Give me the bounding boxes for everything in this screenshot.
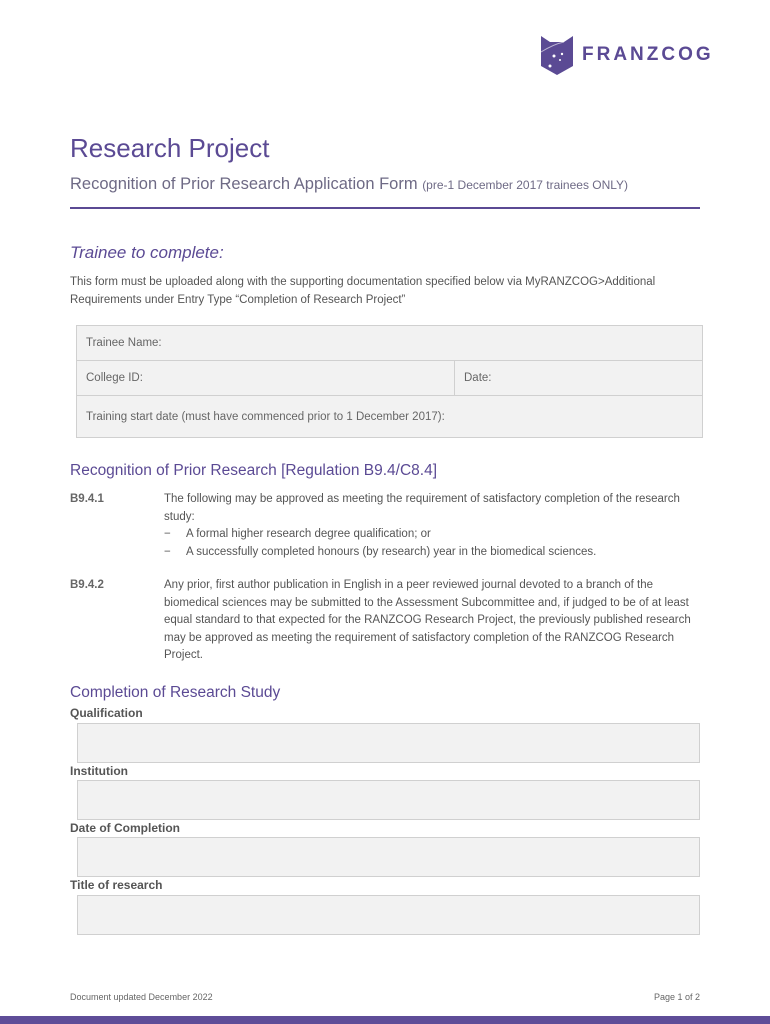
intro-text: This form must be uploaded along with the supporting documentation specified below via MyRANZCOG>Additional Requirements under Entry Type “Completion of Research Project” bbox=[70, 276, 656, 306]
date-of-completion-input[interactable] bbox=[77, 837, 700, 877]
title-of-research-input[interactable] bbox=[77, 895, 700, 935]
footer-updated: Document updated December 2022 bbox=[70, 992, 213, 1002]
list-item: − A formal higher research degree qualification; or bbox=[164, 526, 700, 544]
page-title: Research Project bbox=[70, 133, 270, 163]
regulation-code: B9.4.2 bbox=[70, 579, 104, 591]
footer-page-number: Page 1 of 2 bbox=[653, 992, 700, 1002]
qualification-input[interactable] bbox=[77, 723, 700, 763]
footer-bar bbox=[0, 1016, 770, 1024]
trainee-heading: Trainee to complete: bbox=[70, 243, 224, 262]
regulation-text: The following may be approved as meeting the requirement of satisfactory completion of the research study: bbox=[164, 493, 680, 523]
logo-text: FRANZCOG bbox=[582, 44, 714, 65]
date-of-completion-label: Date of Completion bbox=[70, 821, 180, 835]
college-id-field[interactable]: College ID: bbox=[77, 361, 455, 396]
title-of-research-label: Title of research bbox=[70, 878, 163, 892]
date-field[interactable]: Date: bbox=[455, 361, 703, 396]
training-start-field[interactable]: Training start date (must have commenced prior to 1 December 2017): bbox=[77, 396, 703, 438]
institution-label: Institution bbox=[70, 764, 128, 778]
shield-logo-icon bbox=[540, 34, 574, 76]
page-subtitle bbox=[70, 175, 628, 194]
institution-input[interactable] bbox=[77, 780, 700, 820]
regulation-text: Any prior, first author publication in English in a peer reviewed journal devoted to a branch of the biomedical sciences may be submitted to the Assessment Subcommittee and, if judged to be of at least equal standard to that expected for the RANZCOG Research Project, the previously published research may be approved as meeting the requirement of satisfactory completion of the RANZCOG Research Project. bbox=[164, 579, 691, 661]
regulation-b942 bbox=[70, 577, 700, 665]
qualification-label: Qualification bbox=[70, 706, 143, 720]
regulation-b941 bbox=[70, 491, 700, 561]
list-item: − A successfully completed honours (by research) year in the biomedical sciences. bbox=[164, 544, 700, 562]
completion-heading: Completion of Research Study bbox=[70, 684, 281, 701]
title-divider bbox=[70, 207, 700, 209]
franzcog-logo bbox=[540, 34, 714, 76]
regulation-code: B9.4.1 bbox=[70, 493, 104, 505]
subtitle-text: Recognition of Prior Research Application Form bbox=[70, 175, 418, 193]
subtitle-note: (pre-1 December 2017 trainees ONLY) bbox=[422, 178, 629, 192]
rpr-heading: Recognition of Prior Research [Regulation B9.4/C8.4] bbox=[70, 462, 438, 479]
trainee-name-field[interactable]: Trainee Name: bbox=[77, 326, 703, 361]
trainee-info-table bbox=[76, 325, 703, 438]
